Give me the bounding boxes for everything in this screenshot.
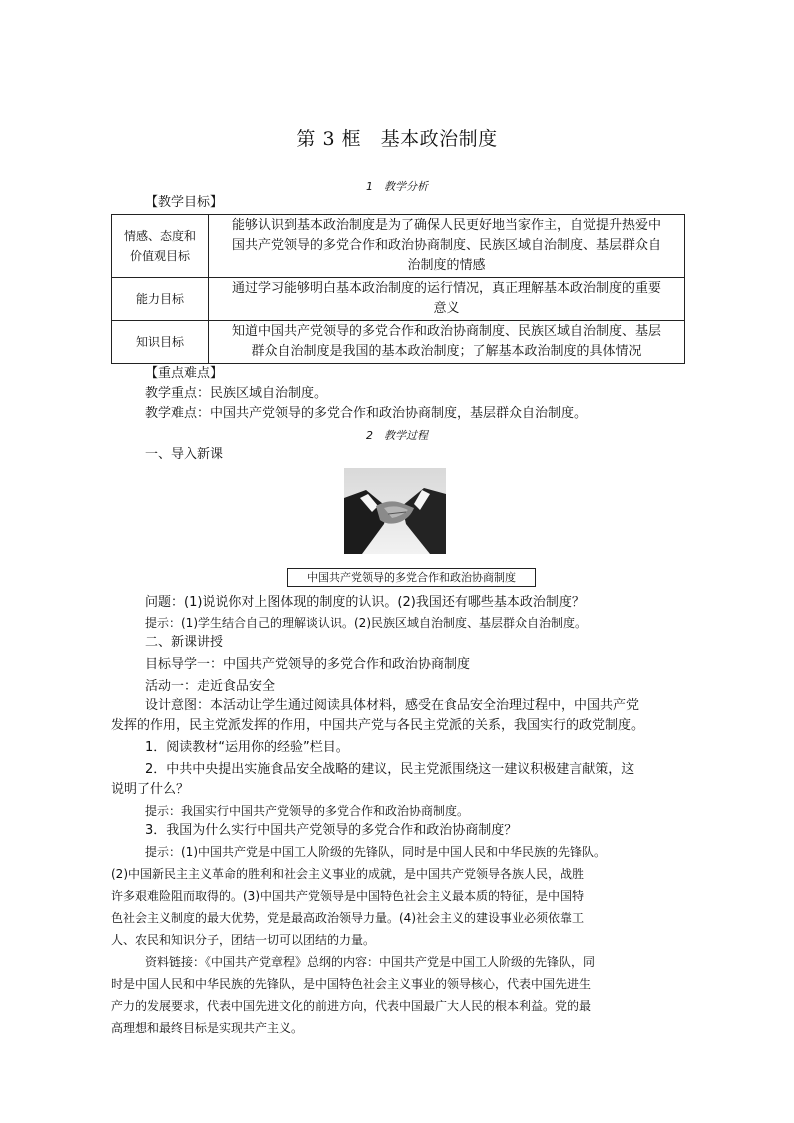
activity-1: 活动一：走近食品安全: [145, 679, 276, 694]
resource-link-line: 资料链接：《中国共产党章程》总纲的内容：中国共产党是中国工人阶级的先锋队，同: [145, 955, 596, 969]
content-line: 国共产党领导的多党合作和政治协商制度、民族区域自治制度、基层群众自: [231, 238, 661, 253]
objectives-heading: 【教学目标】: [145, 195, 224, 210]
page-title: 第 3 框 基本政治制度: [296, 128, 498, 150]
design-intent-line: 设计意图：本活动让学生通过阅读具体材料，感受在食品安全治理过程中，中国共产党: [145, 698, 640, 713]
resource-link-line: 时是中国人民和中华民族的先锋队，是中国特色社会主义事业的领导核心，代表中国先进生: [111, 977, 592, 991]
label-line: 情感、态度和: [123, 229, 196, 243]
label-line: 能力目标: [135, 292, 184, 306]
hint-3-line: (2)中国新民主主义革命的胜利和社会主义事业的成就，是中国共产党领导各族人民，战胜: [111, 867, 585, 881]
image-caption: 中国共产党领导的多党合作和政治协商制度: [287, 568, 536, 587]
table-row: [112, 278, 685, 321]
objective-content: [209, 278, 685, 321]
step-1: 1．阅读教材“运用你的经验”栏目。: [145, 740, 349, 755]
content-line: 意义: [433, 301, 460, 316]
step-2-line: 说明了什么？: [111, 782, 190, 797]
resource-link-line: 高理想和最终目标是实现共产主义。: [111, 1021, 304, 1035]
table-row: [112, 321, 685, 364]
hint-3-line: 色社会主义制度的最大优势，党是最高政治领导力量。(4)社会主义的建设事业必须依靠工: [111, 911, 585, 925]
new-lesson-heading: 二、新课讲授: [145, 635, 224, 650]
objective-content: [209, 215, 685, 278]
content-line: 知道中国共产党领导的多党合作和政治协商制度、民族区域自治制度、基层: [231, 324, 661, 339]
step-3: 3．我国为什么实行中国共产党领导的多党合作和政治协商制度？: [145, 823, 518, 838]
difficult-point: 教学难点：中国共产党领导的多党合作和政治协商制度，基层群众自治制度。: [145, 406, 588, 421]
keypoints-heading: 【重点难点】: [145, 366, 224, 381]
label-line: 价值观目标: [129, 249, 190, 263]
handshake-image: [344, 468, 446, 554]
key-point: 教学重点：民族区域自治制度。: [145, 386, 328, 401]
content-line: 群众自治制度是我国的基本政治制度；了解基本政治制度的具体情况: [251, 344, 642, 359]
label-line: 知识目标: [135, 335, 184, 349]
objective-label: [112, 278, 209, 321]
hint-1: 提示：(1)学生结合自己的理解谈认识。(2)民族区域自治制度、基层群众自治制度。: [145, 616, 587, 630]
objective-content: [209, 321, 685, 364]
content-line: 能够认识到基本政治制度是为了确保人民更好地当家作主，自觉提升热爱中: [231, 218, 661, 233]
section-heading-analysis: 1 教学分析: [366, 180, 428, 193]
question: 问题：(1)说说你对上图体现的制度的认识。(2)我国还有哪些基本政治制度？: [145, 595, 585, 610]
table-row: [112, 215, 685, 278]
content-line: 通过学习能够明白基本政治制度的运行情况，真正理解基本政治制度的重要: [231, 281, 661, 296]
resource-link-line: 产力的发展要求，代表中国先进文化的前进方向，代表中国最广大人民的根本利益。党的最: [111, 999, 592, 1013]
design-intent-line: 发挥的作用，民主党派发挥的作用，中国共产党与各民主党派的关系，我国实行的政党制度。: [111, 718, 645, 733]
objectives-table: [111, 214, 685, 364]
hint-3-line: 提示：(1)中国共产党是中国工人阶级的先锋队，同时是中国人民和中华民族的先锋队。: [145, 845, 607, 859]
intro-heading: 一、导入新课: [145, 447, 224, 462]
hint-2: 提示：我国实行中国共产党领导的多党合作和政治协商制度。: [145, 804, 470, 818]
objective-label: [112, 215, 209, 278]
objective-label: [112, 321, 209, 364]
hint-3-line: 许多艰难险阻而取得的。(3)中国共产党领导是中国特色社会主义最本质的特征，是中国特: [111, 889, 585, 903]
step-2-line: 2．中共中央提出实施食品安全战略的建议，民主党派围绕这一建议积极建言献策，这: [145, 762, 635, 777]
content-line: 治制度的情感: [407, 258, 486, 273]
goal-1: 目标导学一：中国共产党领导的多党合作和政治协商制度: [145, 657, 471, 672]
hint-3-line: 人、农民和知识分子，团结一切可以团结的力量。: [111, 933, 376, 947]
section-heading-process: 2 教学过程: [366, 429, 428, 442]
